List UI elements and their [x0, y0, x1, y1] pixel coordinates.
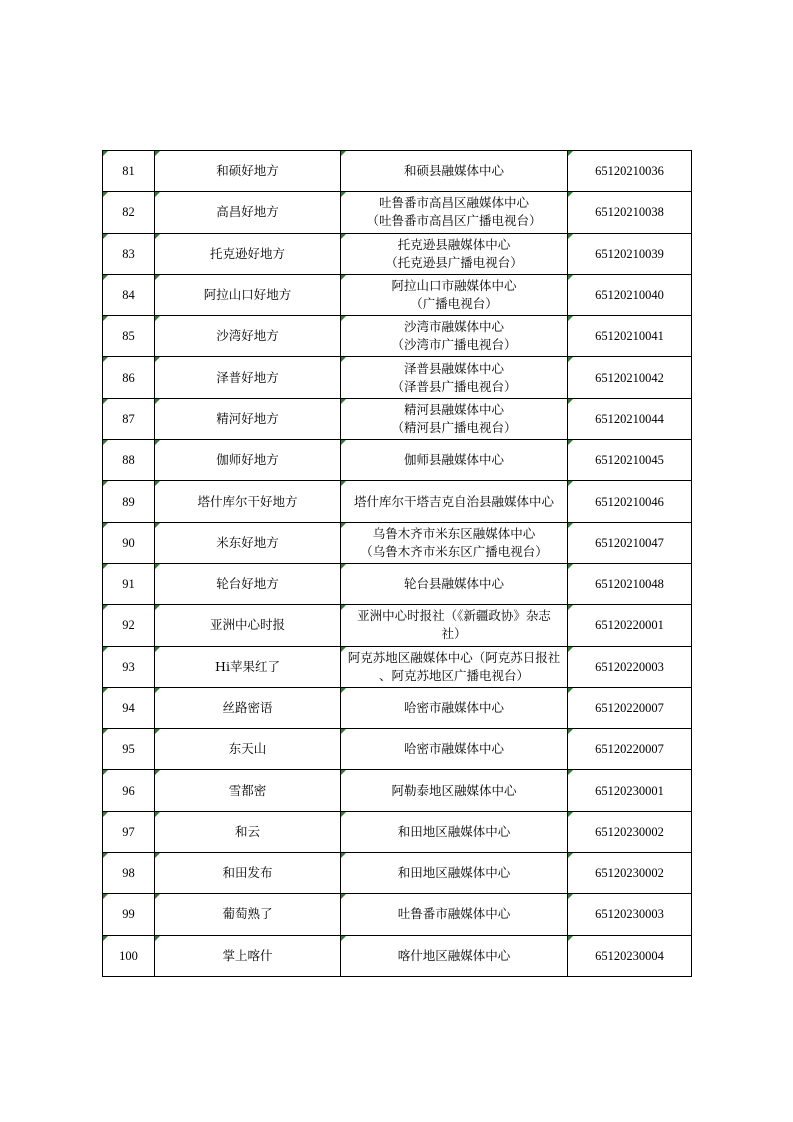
cell-corner-marker [568, 605, 573, 610]
registration-code: 65120230001 [595, 783, 664, 798]
account-name-cell [155, 274, 341, 315]
cell-corner-marker [568, 440, 573, 445]
cell-corner-marker [341, 481, 346, 486]
organization-line: （泽普县广播电视台） [391, 378, 517, 394]
cell-corner-marker [155, 151, 160, 156]
organization-line: 塔什库尔干塔吉克自治县融媒体中心 [353, 493, 554, 509]
account-name-cell [155, 440, 341, 481]
cell-corner-marker [568, 647, 573, 652]
registration-code-cell [568, 274, 692, 315]
row-number-cell [103, 853, 155, 894]
registration-code-cell [568, 605, 692, 646]
organization-line: 吐鲁番市高昌区融媒体中心 [378, 195, 529, 211]
row-number-cell [103, 729, 155, 770]
registration-code: 65120230002 [595, 866, 664, 881]
organization-line: 乌鲁木齐市米东区融媒体中心 [372, 525, 536, 541]
cell-corner-marker [155, 894, 160, 899]
registration-code: 65120210041 [595, 329, 664, 344]
organization-cell [341, 687, 568, 728]
account-name: 米东好地方 [216, 534, 279, 550]
account-name: 泽普好地方 [216, 369, 279, 385]
organization-line: 阿拉山口市融媒体中心 [391, 278, 517, 294]
cell-corner-marker [568, 523, 573, 528]
table-row [103, 605, 692, 646]
cell-corner-marker [155, 481, 160, 486]
table-row [103, 357, 692, 398]
registration-code: 65120210038 [595, 205, 664, 220]
media-registry-table [102, 150, 692, 977]
cell-corner-marker [103, 812, 108, 817]
cell-corner-marker [103, 688, 108, 693]
organization-cell [341, 646, 568, 687]
organization-line: 伽师县融媒体中心 [403, 452, 504, 468]
row-number: 97 [122, 824, 135, 839]
table-row [103, 481, 692, 522]
row-number-cell [103, 233, 155, 274]
organization-cell [341, 729, 568, 770]
organization-line: 喀什地区融媒体中心 [397, 947, 511, 963]
cell-corner-marker [341, 440, 346, 445]
cell-corner-marker [103, 605, 108, 610]
organization-line: 泽普县融媒体中心 [403, 360, 504, 376]
organization-cell [341, 440, 568, 481]
cell-corner-marker [103, 523, 108, 528]
registration-code: 65120210042 [595, 370, 664, 385]
cell-corner-marker [155, 399, 160, 404]
registration-code: 65120210047 [595, 535, 664, 550]
cell-corner-marker [568, 812, 573, 817]
cell-corner-marker [103, 894, 108, 899]
table-row [103, 853, 692, 894]
account-name: 轮台好地方 [216, 576, 279, 592]
organization-line: （沙湾市广播电视台） [391, 337, 517, 353]
cell-corner-marker [155, 770, 160, 775]
cell-corner-marker [568, 234, 573, 239]
row-number: 82 [122, 205, 135, 220]
account-name-cell [155, 853, 341, 894]
cell-corner-marker [341, 729, 346, 734]
organization-line: （托克逊县广播电视台） [385, 254, 523, 270]
row-number: 90 [122, 535, 135, 550]
organization-line: （吐鲁番市高昌区广播电视台） [366, 213, 542, 229]
account-name: 葡萄熟了 [222, 906, 273, 922]
organization-cell [341, 481, 568, 522]
registration-code-cell [568, 935, 692, 976]
row-number: 100 [119, 948, 138, 963]
cell-corner-marker [103, 192, 108, 197]
table-row [103, 563, 692, 604]
registration-code-cell [568, 151, 692, 192]
organization-line: 哈密市融媒体中心 [403, 741, 504, 757]
organization-cell [341, 770, 568, 811]
row-number-cell [103, 646, 155, 687]
registration-code: 65120210048 [595, 577, 664, 592]
cell-corner-marker [155, 357, 160, 362]
table-body [103, 151, 692, 977]
account-name: 沙湾好地方 [216, 328, 279, 344]
account-name-cell [155, 563, 341, 604]
cell-corner-marker [341, 399, 346, 404]
account-name-cell [155, 192, 341, 233]
registration-code-cell [568, 440, 692, 481]
row-number: 98 [122, 866, 135, 881]
account-name: 亚洲中心时报 [209, 617, 285, 633]
row-number: 93 [122, 659, 135, 674]
registration-code: 65120220001 [595, 618, 664, 633]
registration-code: 65120210046 [595, 494, 664, 509]
cell-corner-marker [568, 192, 573, 197]
account-name: 丝路密语 [222, 700, 273, 715]
registration-code-cell [568, 398, 692, 439]
account-name: 东天山 [228, 741, 267, 757]
cell-corner-marker [155, 812, 160, 817]
organization-line: 沙湾市融媒体中心 [403, 319, 504, 335]
registration-code-cell [568, 233, 692, 274]
cell-corner-marker [568, 481, 573, 486]
organization-line: 哈密市融媒体中心 [403, 700, 504, 715]
account-name-cell [155, 811, 341, 852]
table-row [103, 770, 692, 811]
account-name: 托克逊好地方 [209, 245, 285, 261]
registration-code-cell [568, 646, 692, 687]
row-number-cell [103, 192, 155, 233]
organization-cell [341, 853, 568, 894]
account-name: 伽师好地方 [216, 452, 279, 468]
row-number-cell [103, 811, 155, 852]
cell-corner-marker [568, 564, 573, 569]
cell-corner-marker [103, 481, 108, 486]
organization-line: （精河县广播电视台） [391, 419, 517, 435]
cell-corner-marker [568, 770, 573, 775]
table-row [103, 894, 692, 935]
registration-code-cell [568, 770, 692, 811]
cell-corner-marker [568, 316, 573, 321]
organization-line: 和硕县融媒体中心 [403, 163, 504, 179]
organization-line: 精河县融媒体中心 [403, 401, 504, 417]
row-number-cell [103, 935, 155, 976]
account-name-cell [155, 151, 341, 192]
table-row [103, 440, 692, 481]
cell-corner-marker [341, 151, 346, 156]
registration-code-cell [568, 811, 692, 852]
row-number: 99 [122, 907, 135, 922]
account-name: 和云 [234, 823, 260, 839]
table-row [103, 522, 692, 563]
table-row [103, 687, 692, 728]
account-name-cell [155, 770, 341, 811]
cell-corner-marker [155, 440, 160, 445]
row-number: 95 [122, 742, 135, 757]
account-name: 掌上喀什 [222, 947, 273, 963]
account-name: Hi苹果红了 [215, 658, 280, 674]
organization-cell [341, 151, 568, 192]
row-number: 92 [122, 618, 135, 633]
row-number-cell [103, 605, 155, 646]
row-number-cell [103, 398, 155, 439]
registration-code-cell [568, 563, 692, 604]
organization-line: 托克逊县融媒体中心 [397, 236, 511, 252]
table-row [103, 274, 692, 315]
cell-corner-marker [341, 894, 346, 899]
organization-line: 和田地区融媒体中心 [397, 823, 511, 839]
organization-line: （乌鲁木齐市米东区广播电视台） [360, 543, 548, 559]
account-name: 雪都密 [228, 782, 267, 798]
cell-corner-marker [568, 399, 573, 404]
registration-code: 65120220007 [595, 742, 664, 757]
organization-cell [341, 274, 568, 315]
registration-code-cell [568, 481, 692, 522]
registration-code: 65120230002 [595, 824, 664, 839]
row-number-cell [103, 274, 155, 315]
organization-cell [341, 522, 568, 563]
row-number: 87 [122, 411, 135, 426]
row-number-cell [103, 316, 155, 357]
account-name: 和田发布 [222, 865, 273, 881]
cell-corner-marker [568, 151, 573, 156]
cell-corner-marker [568, 688, 573, 693]
cell-corner-marker [103, 936, 108, 941]
registration-code-cell [568, 687, 692, 728]
row-number-cell [103, 481, 155, 522]
registration-code-cell [568, 522, 692, 563]
table-row [103, 935, 692, 976]
row-number: 88 [122, 453, 135, 468]
registration-code: 65120210039 [595, 246, 664, 261]
table-row [103, 646, 692, 687]
cell-corner-marker [155, 729, 160, 734]
cell-corner-marker [341, 275, 346, 280]
cell-corner-marker [568, 357, 573, 362]
cell-corner-marker [341, 234, 346, 239]
account-name-cell [155, 233, 341, 274]
account-name-cell [155, 522, 341, 563]
cell-corner-marker [341, 688, 346, 693]
account-name-cell [155, 935, 341, 976]
cell-corner-marker [568, 275, 573, 280]
table-row [103, 151, 692, 192]
row-number-cell [103, 151, 155, 192]
organization-line: 阿克苏地区融媒体中心（阿克苏日报社 [347, 649, 561, 665]
table-row [103, 811, 692, 852]
row-number-cell [103, 770, 155, 811]
account-name: 阿拉山口好地方 [203, 287, 292, 303]
organization-cell [341, 233, 568, 274]
registration-code-cell [568, 729, 692, 770]
registration-code-cell [568, 357, 692, 398]
table-row [103, 316, 692, 357]
cell-corner-marker [155, 192, 160, 197]
row-number: 85 [122, 329, 135, 344]
registration-code: 65120210044 [595, 411, 664, 426]
table-row [103, 233, 692, 274]
registration-code: 65120230003 [595, 907, 664, 922]
cell-corner-marker [568, 853, 573, 858]
organization-cell [341, 605, 568, 646]
registration-code: 65120220003 [595, 659, 664, 674]
row-number-cell [103, 894, 155, 935]
registration-code: 65120210036 [595, 164, 664, 179]
registration-code-cell [568, 894, 692, 935]
cell-corner-marker [155, 523, 160, 528]
cell-corner-marker [341, 936, 346, 941]
cell-corner-marker [103, 234, 108, 239]
cell-corner-marker [341, 564, 346, 569]
cell-corner-marker [155, 647, 160, 652]
account-name: 高昌好地方 [216, 204, 279, 220]
account-name-cell [155, 316, 341, 357]
registration-code: 65120210045 [595, 453, 664, 468]
account-name-cell [155, 481, 341, 522]
organization-cell [341, 316, 568, 357]
cell-corner-marker [103, 770, 108, 775]
cell-corner-marker [341, 853, 346, 858]
account-name-cell [155, 894, 341, 935]
row-number-cell [103, 357, 155, 398]
cell-corner-marker [155, 688, 160, 693]
row-number-cell [103, 563, 155, 604]
cell-corner-marker [341, 192, 346, 197]
cell-corner-marker [155, 275, 160, 280]
cell-corner-marker [103, 399, 108, 404]
account-name: 和硕好地方 [216, 163, 279, 179]
cell-corner-marker [103, 729, 108, 734]
account-name-cell [155, 646, 341, 687]
cell-corner-marker [155, 234, 160, 239]
organization-cell [341, 811, 568, 852]
table-row [103, 729, 692, 770]
organization-cell [341, 935, 568, 976]
cell-corner-marker [103, 647, 108, 652]
cell-corner-marker [103, 357, 108, 362]
account-name: 精河好地方 [216, 410, 279, 426]
organization-line: 轮台县融媒体中心 [403, 576, 504, 592]
row-number: 81 [122, 164, 135, 179]
row-number: 89 [122, 494, 135, 509]
organization-line: 阿勒泰地区融媒体中心 [391, 782, 517, 798]
cell-corner-marker [155, 936, 160, 941]
cell-corner-marker [341, 605, 346, 610]
cell-corner-marker [341, 647, 346, 652]
cell-corner-marker [341, 770, 346, 775]
account-name-cell [155, 729, 341, 770]
organization-cell [341, 192, 568, 233]
organization-cell [341, 357, 568, 398]
cell-corner-marker [103, 853, 108, 858]
row-number: 84 [122, 288, 135, 303]
row-number: 94 [122, 701, 135, 715]
registration-code: 65120230004 [595, 948, 664, 963]
row-number-cell [103, 687, 155, 728]
row-number: 91 [122, 577, 135, 592]
organization-cell [341, 398, 568, 439]
organization-line: 社） [441, 626, 467, 642]
account-name-cell [155, 357, 341, 398]
row-number: 96 [122, 783, 135, 798]
organization-line: （广播电视台） [410, 296, 498, 312]
organization-line: 亚洲中心时报社（《新疆政协》杂志 [357, 608, 551, 624]
cell-corner-marker [341, 812, 346, 817]
account-name-cell [155, 398, 341, 439]
table-row [103, 398, 692, 439]
row-number-cell [103, 440, 155, 481]
registration-code-cell [568, 192, 692, 233]
account-name: 塔什库尔干好地方 [197, 493, 298, 509]
cell-corner-marker [155, 605, 160, 610]
cell-corner-marker [103, 151, 108, 156]
cell-corner-marker [568, 894, 573, 899]
cell-corner-marker [155, 564, 160, 569]
organization-cell [341, 894, 568, 935]
cell-corner-marker [341, 357, 346, 362]
row-number: 83 [122, 246, 135, 261]
row-number-cell [103, 522, 155, 563]
cell-corner-marker [341, 316, 346, 321]
organization-line: 吐鲁番市融媒体中心 [397, 906, 511, 922]
cell-corner-marker [155, 853, 160, 858]
organization-line: 、阿克苏地区广播电视台） [378, 667, 529, 683]
cell-corner-marker [341, 523, 346, 528]
table-row [103, 192, 692, 233]
registration-code-cell [568, 316, 692, 357]
registration-code: 65120220007 [595, 701, 664, 715]
cell-corner-marker [103, 275, 108, 280]
cell-corner-marker [568, 729, 573, 734]
registration-code-cell [568, 853, 692, 894]
organization-line: 和田地区融媒体中心 [397, 865, 511, 881]
cell-corner-marker [155, 316, 160, 321]
account-name-cell [155, 605, 341, 646]
organization-cell [341, 563, 568, 604]
cell-corner-marker [568, 936, 573, 941]
cell-corner-marker [103, 440, 108, 445]
cell-corner-marker [103, 564, 108, 569]
account-name-cell [155, 687, 341, 728]
row-number: 86 [122, 370, 135, 385]
cell-corner-marker [103, 316, 108, 321]
registration-code: 65120210040 [595, 288, 664, 303]
